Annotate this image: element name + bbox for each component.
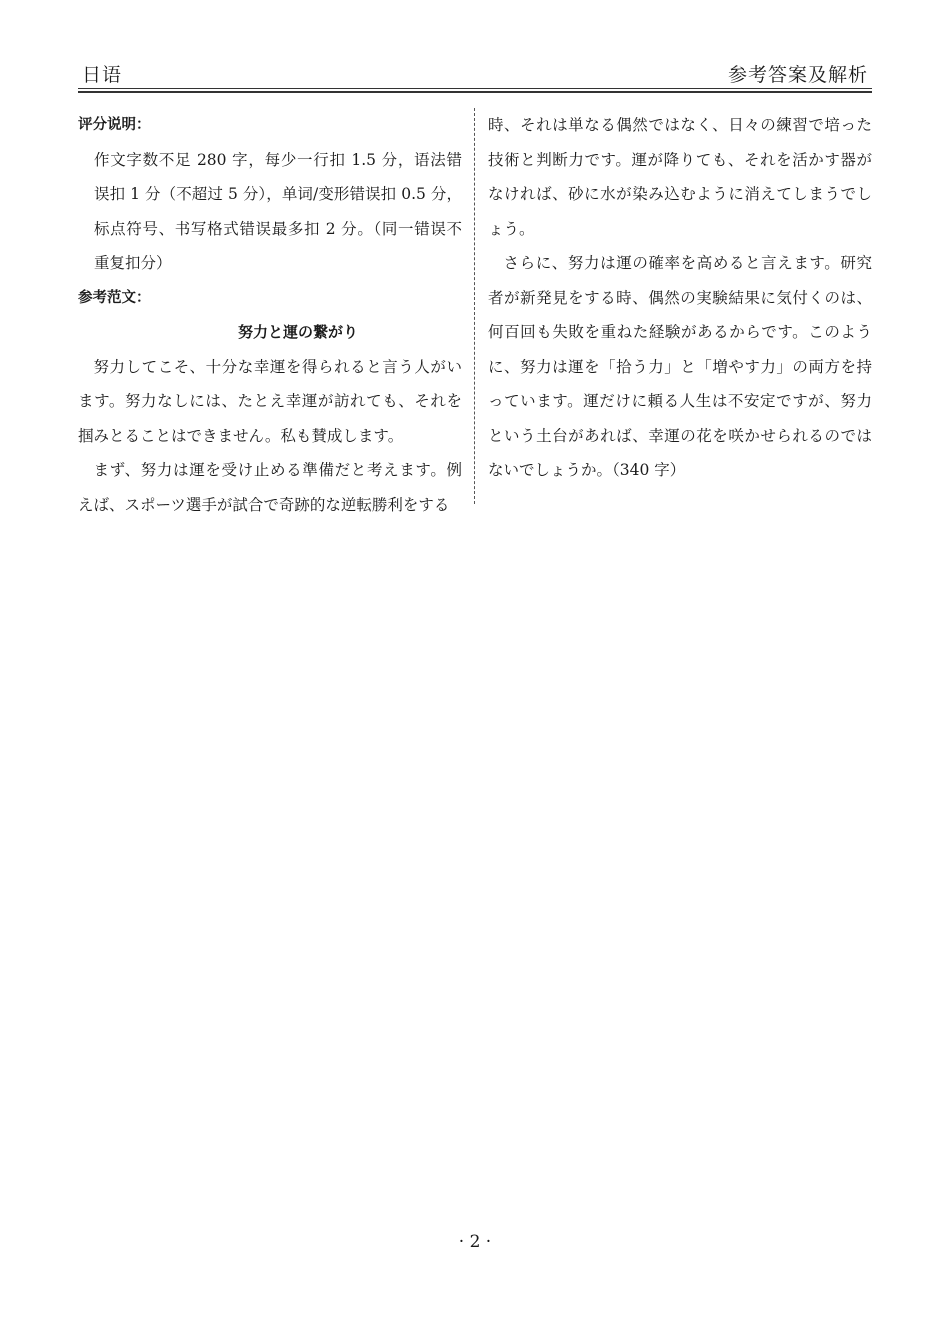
left-column: [78, 108, 462, 522]
page-number: · 2 ·: [458, 1232, 492, 1252]
essay-paragraph-1: 努力してこそ、十分な幸運を得られると言う人がいます。努力なしには、たとえ幸運が訪れても、それを掴みとることはできません。私も賛成します。: [78, 357, 462, 445]
grading-label: 评分说明：: [78, 117, 151, 133]
column-divider: [474, 108, 475, 504]
right-column: [488, 108, 872, 488]
essay-title: 努力と運の繋がり: [237, 323, 358, 341]
essay-paragraph-2-continued: 時、それは単なる偶然ではなく、日々の練習で培った技術と判断力です。運が降りても、それを活かす器がなければ、砂に水が染み込むように消えてしまうでしょう。: [488, 116, 872, 238]
subject-label: 日语: [82, 64, 123, 86]
essay-paragraph-2: まず、努力は運を受け止める準備だと考えます。例えば、スポーツ選手が試合で奇跡的な逆転勝利をする: [78, 461, 462, 514]
document-title: 参考答案及解析: [727, 64, 868, 86]
essay-paragraph-3: さらに、努力は運の確率を高めると言えます。研究者が新発見をする時、偶然の実験結果に気付くのは、何百回も失敗を重ねた経験があるからです。このように、努力は運を「拾う力」と「増やす力」の両方を持っています。運だけに頼る人生は不安定ですが、努力という土台があれば、幸運の花を咲かせられるのではないでしょうか。（340 字）: [488, 254, 872, 479]
grading-text: 作文字数不足 280 字，每少一行扣 1.5 分，语法错误扣 1 分（不超过 5 分），单词/变形错误扣 0.5 分，标点符号、书写格式错误最多扣 2 分。（同一错误不重复扣分）: [94, 150, 462, 272]
header-rule-thin: [78, 88, 872, 89]
header-rule-thick: [78, 91, 872, 93]
sample-essay-label: 参考范文：: [78, 289, 151, 306]
